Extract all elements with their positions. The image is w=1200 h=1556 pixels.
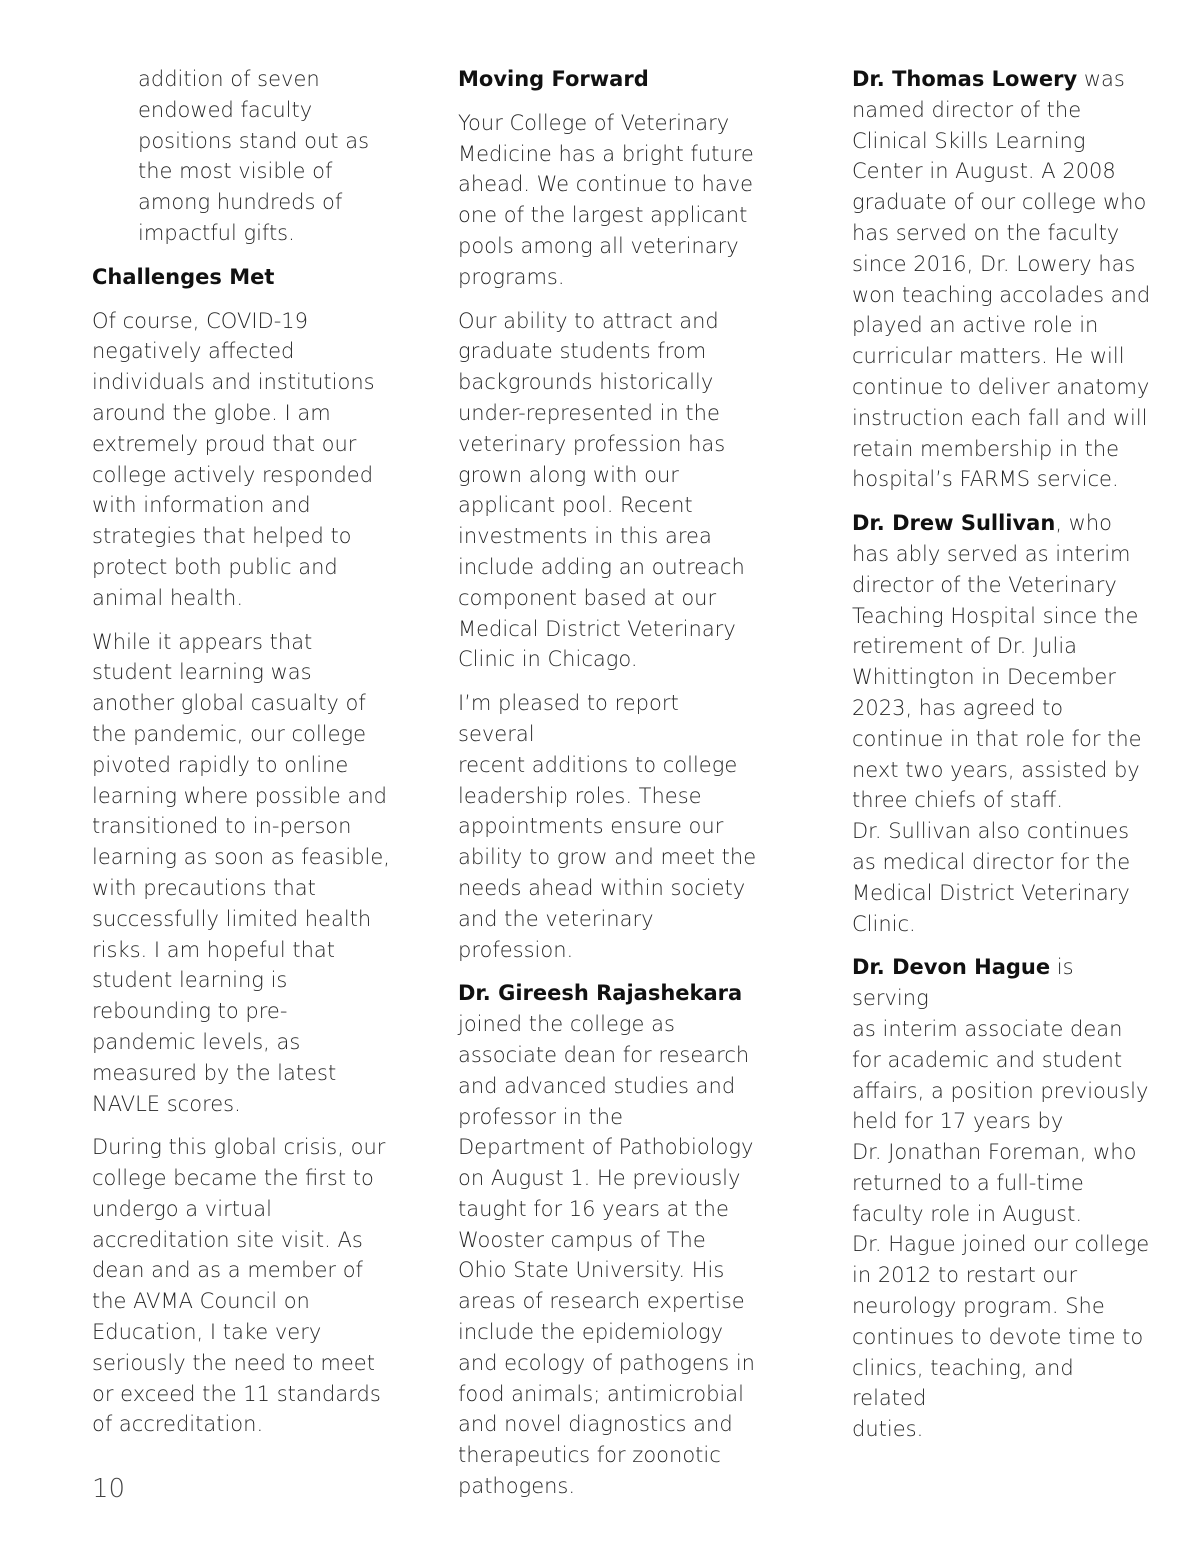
column-left <box>92 64 392 1440</box>
intro-continued-paragraph: addition of seven endowed faculty positions stand out as the most visible of among hundreds of impactful gifts. <box>138 67 370 245</box>
hague-paragraph <box>852 952 1152 1445</box>
column-middle <box>458 64 758 1502</box>
sullivan-first-line: , who <box>1055 511 1112 536</box>
lowery-name: Dr. Thomas Lowery <box>852 67 1078 91</box>
sullivan-paragraph <box>852 508 1152 939</box>
rajashekara-paragraph: joined the college as associate dean for research and advanced studies and professor in the Department of Pathobiology on August 1. He previously taught for 16 years at the Wooster campus of The Ohio State University. His areas of research expertise include the epidemiology and ecology of pathogens in food animals; antimicrobial and novel diagnostics and therapeutics for zoonotic pathogens. <box>458 1012 755 1499</box>
column-right <box>852 64 1152 1445</box>
hague-name: Dr. Devon Hague <box>852 955 1051 980</box>
lowery-paragraph <box>852 64 1152 495</box>
covid-paragraph: Of course, COVID-19 negatively affected individuals and institutions around the globe. I am extremely proud that our college actively responded with information and strategies that helped to protect both public and animal health. <box>92 308 375 610</box>
sullivan-name: Dr. Drew Sullivan <box>852 511 1056 536</box>
lowery-first-line: was <box>1077 67 1125 91</box>
lowery-body: named director of the Clinical Skills Learning Center in August. A 2008 graduate of our college who has served on the faculty since 2016, Dr. Lowery has won teaching accolades and played an active role in curricular matters. He will continue to deliver anatomy instruction each fall and will retain membership in the hospital’s FARMS service. <box>852 97 1151 492</box>
hague-first-line: is serving <box>852 955 1074 1011</box>
leadership-paragraph: I’m pleased to report several recent additions to college leadership roles. These appointments ensure our ability to grow and meet the needs ahead within society and the veterinary profession. <box>458 691 757 962</box>
hague-body: as interim associate dean for academic and student affairs, a position previously held for 17 years by Dr. Jonathan Foreman, who returned to a full-time faculty role in August. Dr. Hague joined our college in 2012 to restart our neurology program. She continues to devote time to clinics, teaching, and related duties. <box>852 1016 1150 1442</box>
moving-forward-heading: Moving Forward <box>458 67 649 91</box>
challenges-met-heading: Challenges Met <box>92 264 275 289</box>
student-learning-paragraph: While it appears that student learning was another global casualty of the pandemic, our college pivoted rapidly to online learning where possible and transitioned to in-person learning as soon as feasible, with precautions that successfully limited health risks. I am hopeful that student learning is rebounding to pre- pandemic levels, as measured by the latest NAVLE scores. <box>92 629 390 1116</box>
recruitment-paragraph: Our ability to attract and graduate students from backgrounds historically under-represented in the veterinary profession has grown along with our applicant pool. Recent investments in this area include adding an outreach component based at our Medical District Veterinary Clinic in Chicago. <box>458 308 745 672</box>
page-number: 10 <box>92 1474 126 1504</box>
accreditation-paragraph: During this global crisis, our college became the first to undergo a virtual accreditation site visit. As dean and as a member of the AVMA Council on Education, I take very seriously the need to meet or exceed the 11 standards of accreditation. <box>92 1135 386 1437</box>
bright-future-paragraph: Your College of Veterinary Medicine has a bright future ahead. We continue to have one of the largest applicant pools among all veterinary programs. <box>458 110 754 289</box>
rajashekara-name: Dr. Gireesh Rajashekara <box>458 981 743 1006</box>
sullivan-body: has ably served as interim director of the Veterinary Teaching Hospital since the retirement of Dr. Julia Whittington in December 2023, has agreed to continue in that role for the next two years, assisted by three chiefs of staff. Dr. Sullivan also continues as medical director for the Medical District Veterinary Clinic. <box>852 541 1142 936</box>
